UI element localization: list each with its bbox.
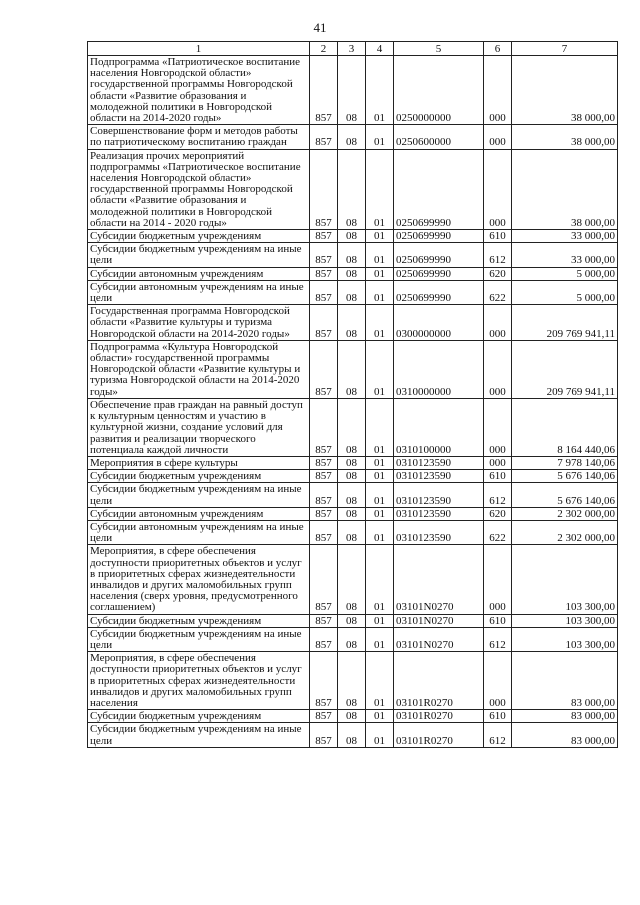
row-admin-code: 857 bbox=[310, 520, 338, 544]
row-amount: 83 000,00 bbox=[512, 723, 618, 747]
row-admin-code: 857 bbox=[310, 230, 338, 243]
row-expense-type: 612 bbox=[484, 483, 512, 507]
column-header: 5 bbox=[394, 42, 484, 56]
page-number: 41 bbox=[313, 20, 327, 35]
row-section: 08 bbox=[338, 340, 366, 398]
row-subsection: 01 bbox=[366, 243, 394, 267]
row-expense-type: 612 bbox=[484, 627, 512, 651]
row-name: Субсидии бюджетным учреждениям bbox=[88, 470, 310, 483]
row-expense-type: 000 bbox=[484, 398, 512, 456]
row-name: Государственная программа Новгородской области «Развитие культуры и туризма Новгородской области на 2014-2020 годы» bbox=[88, 305, 310, 341]
row-amount: 103 300,00 bbox=[512, 545, 618, 614]
column-header: 2 bbox=[310, 42, 338, 56]
budget-table bbox=[87, 41, 618, 748]
row-name: Субсидии бюджетным учреждениям bbox=[88, 614, 310, 627]
row-target-article: 03101R0270 bbox=[394, 710, 484, 723]
row-subsection: 01 bbox=[366, 483, 394, 507]
row-admin-code: 857 bbox=[310, 340, 338, 398]
row-section: 08 bbox=[338, 627, 366, 651]
row-expense-type: 620 bbox=[484, 267, 512, 280]
row-expense-type: 610 bbox=[484, 230, 512, 243]
row-admin-code: 857 bbox=[310, 280, 338, 304]
table-row bbox=[88, 280, 618, 304]
row-amount: 209 769 941,11 bbox=[512, 340, 618, 398]
table-row bbox=[88, 470, 618, 483]
row-name: Субсидии автономным учреждениям bbox=[88, 267, 310, 280]
row-name: Обеспечение прав граждан на равный доступ к культурным ценностям и участию в культурной жизни, создание условий для развития и реализации творческого потенциала каждой личности bbox=[88, 398, 310, 456]
row-admin-code: 857 bbox=[310, 267, 338, 280]
row-name: Субсидии бюджетным учреждениям bbox=[88, 710, 310, 723]
row-admin-code: 857 bbox=[310, 652, 338, 710]
row-target-article: 0310100000 bbox=[394, 398, 484, 456]
row-subsection: 01 bbox=[366, 723, 394, 747]
row-subsection: 01 bbox=[366, 614, 394, 627]
row-section: 08 bbox=[338, 398, 366, 456]
row-admin-code: 857 bbox=[310, 507, 338, 520]
row-name: Субсидии бюджетным учреждениям на иные цели bbox=[88, 723, 310, 747]
row-name: Субсидии бюджетным учреждениям на иные цели bbox=[88, 627, 310, 651]
row-subsection: 01 bbox=[366, 398, 394, 456]
row-section: 08 bbox=[338, 470, 366, 483]
row-target-article: 0250699990 bbox=[394, 243, 484, 267]
table-row bbox=[88, 627, 618, 651]
table-row bbox=[88, 483, 618, 507]
row-admin-code: 857 bbox=[310, 545, 338, 614]
row-section: 08 bbox=[338, 614, 366, 627]
row-section: 08 bbox=[338, 149, 366, 229]
row-subsection: 01 bbox=[366, 305, 394, 341]
row-section: 08 bbox=[338, 545, 366, 614]
row-expense-type: 000 bbox=[484, 340, 512, 398]
row-amount: 33 000,00 bbox=[512, 230, 618, 243]
row-subsection: 01 bbox=[366, 340, 394, 398]
row-subsection: 01 bbox=[366, 710, 394, 723]
row-amount: 2 302 000,00 bbox=[512, 507, 618, 520]
row-admin-code: 857 bbox=[310, 305, 338, 341]
column-header: 3 bbox=[338, 42, 366, 56]
row-expense-type: 620 bbox=[484, 507, 512, 520]
row-section: 08 bbox=[338, 267, 366, 280]
table-row bbox=[88, 230, 618, 243]
row-section: 08 bbox=[338, 305, 366, 341]
table-row bbox=[88, 56, 618, 125]
table-row bbox=[88, 243, 618, 267]
row-admin-code: 857 bbox=[310, 710, 338, 723]
row-target-article: 0250000000 bbox=[394, 56, 484, 125]
row-admin-code: 857 bbox=[310, 723, 338, 747]
row-amount: 83 000,00 bbox=[512, 652, 618, 710]
row-amount: 7 978 140,06 bbox=[512, 456, 618, 469]
row-admin-code: 857 bbox=[310, 627, 338, 651]
row-target-article: 0250699990 bbox=[394, 230, 484, 243]
row-subsection: 01 bbox=[366, 470, 394, 483]
column-header: 1 bbox=[88, 42, 310, 56]
table-row bbox=[88, 614, 618, 627]
row-section: 08 bbox=[338, 520, 366, 544]
row-expense-type: 000 bbox=[484, 56, 512, 125]
row-subsection: 01 bbox=[366, 627, 394, 651]
table-row bbox=[88, 267, 618, 280]
row-admin-code: 857 bbox=[310, 398, 338, 456]
row-subsection: 01 bbox=[366, 267, 394, 280]
row-name: Субсидии автономным учреждениям bbox=[88, 507, 310, 520]
row-amount: 2 302 000,00 bbox=[512, 520, 618, 544]
row-subsection: 01 bbox=[366, 545, 394, 614]
row-name: Субсидии автономным учреждениям на иные цели bbox=[88, 520, 310, 544]
row-expense-type: 610 bbox=[484, 470, 512, 483]
row-expense-type: 610 bbox=[484, 710, 512, 723]
table-row bbox=[88, 507, 618, 520]
row-target-article: 0310123590 bbox=[394, 456, 484, 469]
row-expense-type: 000 bbox=[484, 456, 512, 469]
row-name: Субсидии бюджетным учреждениям bbox=[88, 230, 310, 243]
row-name: Реализация прочих мероприятий подпрограммы «Патриотическое воспитание населения Новгородской области» государственной программы Новгородской области «Развитие образования и молодежной политики в Новгородской области на 2014 - 2020 годы» bbox=[88, 149, 310, 229]
row-target-article: 0310123590 bbox=[394, 520, 484, 544]
row-subsection: 01 bbox=[366, 230, 394, 243]
row-section: 08 bbox=[338, 230, 366, 243]
table-row bbox=[88, 710, 618, 723]
row-amount: 5 676 140,06 bbox=[512, 483, 618, 507]
row-admin-code: 857 bbox=[310, 125, 338, 149]
row-admin-code: 857 bbox=[310, 470, 338, 483]
row-subsection: 01 bbox=[366, 149, 394, 229]
row-target-article: 0310123590 bbox=[394, 470, 484, 483]
row-name: Подпрограмма «Культура Новгородской области» государственной программы Новгородской области «Развитие культуры и туризма Новгородской области на 2014-2020 годы» bbox=[88, 340, 310, 398]
row-admin-code: 857 bbox=[310, 243, 338, 267]
row-subsection: 01 bbox=[366, 56, 394, 125]
row-amount: 33 000,00 bbox=[512, 243, 618, 267]
row-name: Субсидии бюджетным учреждениям на иные цели bbox=[88, 483, 310, 507]
row-target-article: 03101N0270 bbox=[394, 614, 484, 627]
row-expense-type: 622 bbox=[484, 520, 512, 544]
row-name: Мероприятия, в сфере обеспечения доступности приоритетных объектов и услуг в приоритетных сферах жизнедеятельности инвалидов и других маломобильных групп населения (сверх уровня, предусмотренного соглашением) bbox=[88, 545, 310, 614]
row-name: Подпрограмма «Патриотическое воспитание населения Новгородской области» государственной программы Новгородской области «Развитие образования и молодежной политики в Новгородской области на 2014-2020 годы» bbox=[88, 56, 310, 125]
row-section: 08 bbox=[338, 125, 366, 149]
table-row bbox=[88, 723, 618, 747]
row-expense-type: 612 bbox=[484, 723, 512, 747]
row-amount: 103 300,00 bbox=[512, 614, 618, 627]
row-amount: 38 000,00 bbox=[512, 125, 618, 149]
column-header: 6 bbox=[484, 42, 512, 56]
row-expense-type: 000 bbox=[484, 305, 512, 341]
row-section: 08 bbox=[338, 56, 366, 125]
row-section: 08 bbox=[338, 456, 366, 469]
row-target-article: 03101N0270 bbox=[394, 545, 484, 614]
row-amount: 5 000,00 bbox=[512, 267, 618, 280]
row-amount: 5 676 140,06 bbox=[512, 470, 618, 483]
table-row bbox=[88, 149, 618, 229]
row-target-article: 0250699990 bbox=[394, 149, 484, 229]
table-row bbox=[88, 340, 618, 398]
row-target-article: 0250699990 bbox=[394, 267, 484, 280]
row-expense-type: 612 bbox=[484, 243, 512, 267]
table-row bbox=[88, 456, 618, 469]
row-section: 08 bbox=[338, 483, 366, 507]
row-name: Субсидии автономным учреждениям на иные цели bbox=[88, 280, 310, 304]
column-header: 4 bbox=[366, 42, 394, 56]
row-target-article: 03101R0270 bbox=[394, 723, 484, 747]
row-expense-type: 000 bbox=[484, 149, 512, 229]
table-row bbox=[88, 305, 618, 341]
header-row bbox=[88, 42, 618, 56]
row-amount: 5 000,00 bbox=[512, 280, 618, 304]
table-row bbox=[88, 520, 618, 544]
row-target-article: 0250699990 bbox=[394, 280, 484, 304]
row-subsection: 01 bbox=[366, 652, 394, 710]
table-row bbox=[88, 398, 618, 456]
row-name: Субсидии бюджетным учреждениям на иные цели bbox=[88, 243, 310, 267]
row-section: 08 bbox=[338, 652, 366, 710]
row-name: Мероприятия в сфере культуры bbox=[88, 456, 310, 469]
row-target-article: 0310123590 bbox=[394, 507, 484, 520]
column-header: 7 bbox=[512, 42, 618, 56]
row-target-article: 0310000000 bbox=[394, 340, 484, 398]
row-target-article: 03101R0270 bbox=[394, 652, 484, 710]
row-admin-code: 857 bbox=[310, 456, 338, 469]
row-expense-type: 000 bbox=[484, 125, 512, 149]
row-section: 08 bbox=[338, 280, 366, 304]
row-expense-type: 000 bbox=[484, 545, 512, 614]
row-amount: 83 000,00 bbox=[512, 710, 618, 723]
row-section: 08 bbox=[338, 723, 366, 747]
table-row bbox=[88, 125, 618, 149]
row-admin-code: 857 bbox=[310, 56, 338, 125]
row-section: 08 bbox=[338, 710, 366, 723]
row-subsection: 01 bbox=[366, 125, 394, 149]
row-target-article: 0250600000 bbox=[394, 125, 484, 149]
row-subsection: 01 bbox=[366, 507, 394, 520]
row-admin-code: 857 bbox=[310, 483, 338, 507]
row-expense-type: 000 bbox=[484, 652, 512, 710]
row-subsection: 01 bbox=[366, 280, 394, 304]
row-admin-code: 857 bbox=[310, 614, 338, 627]
row-admin-code: 857 bbox=[310, 149, 338, 229]
row-amount: 38 000,00 bbox=[512, 56, 618, 125]
row-expense-type: 622 bbox=[484, 280, 512, 304]
row-amount: 8 164 440,06 bbox=[512, 398, 618, 456]
row-name: Мероприятия, в сфере обеспечения доступности приоритетных объектов и услуг в приоритетных сферах жизнедеятельности инвалидов и других маломобильных групп населения bbox=[88, 652, 310, 710]
row-target-article: 03101N0270 bbox=[394, 627, 484, 651]
row-amount: 103 300,00 bbox=[512, 627, 618, 651]
row-expense-type: 610 bbox=[484, 614, 512, 627]
row-subsection: 01 bbox=[366, 520, 394, 544]
table-row bbox=[88, 652, 618, 710]
row-section: 08 bbox=[338, 507, 366, 520]
row-subsection: 01 bbox=[366, 456, 394, 469]
row-amount: 209 769 941,11 bbox=[512, 305, 618, 341]
row-target-article: 0310123590 bbox=[394, 483, 484, 507]
row-name: Совершенствование форм и методов работы по патриотическому воспитанию граждан bbox=[88, 125, 310, 149]
table-row bbox=[88, 545, 618, 614]
row-target-article: 0300000000 bbox=[394, 305, 484, 341]
row-amount: 38 000,00 bbox=[512, 149, 618, 229]
row-section: 08 bbox=[338, 243, 366, 267]
